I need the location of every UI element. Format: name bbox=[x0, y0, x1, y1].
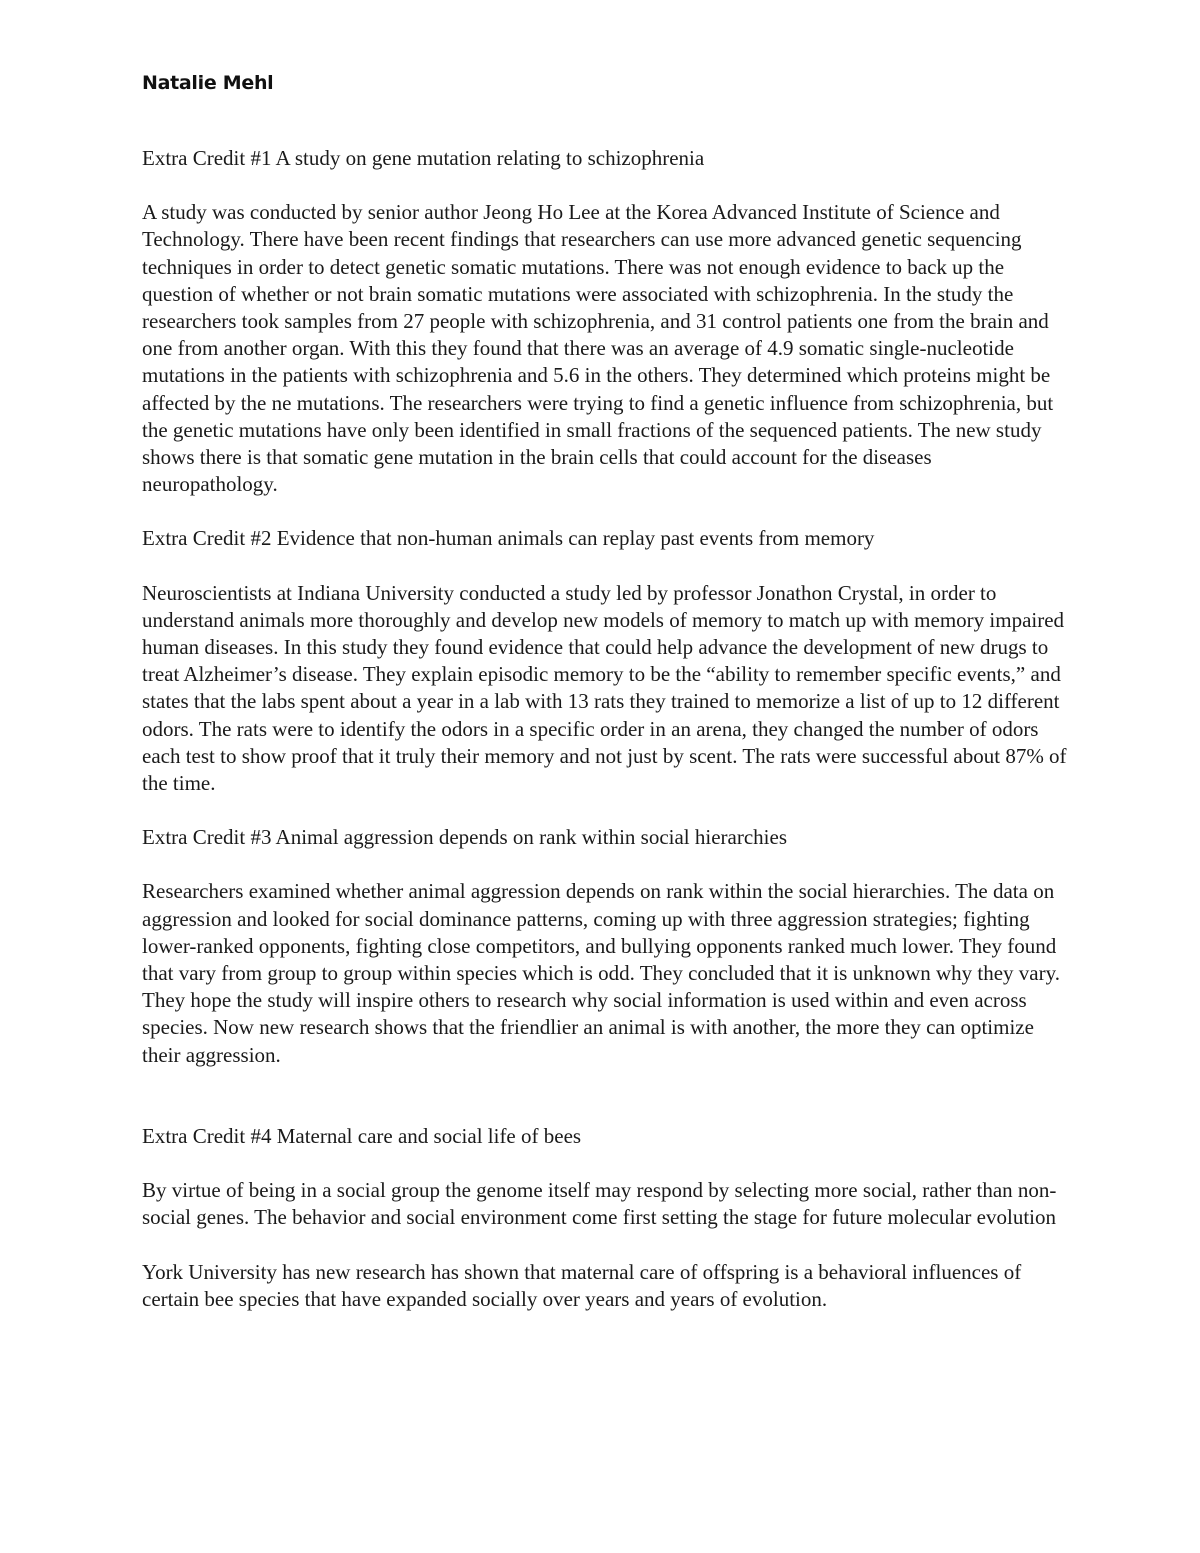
section-4-paragraph-1: By virtue of being in a social group the genome itself may respond by selecting more social, rather than non-social genes. The behavior and social environment come first setting the stage for future molecular evolution bbox=[142, 1178, 1057, 1230]
section-3-heading: Extra Credit #3 Animal aggression depends on rank within social hierarchies bbox=[142, 825, 788, 850]
author-name: Natalie Mehl bbox=[142, 72, 274, 94]
section-4-paragraph-2: York University has new research has shown that maternal care of offspring is a behavioral influences of certain bee species that have expanded socially over years and years of evolution. bbox=[142, 1259, 1022, 1311]
section-3-paragraph: Researchers examined whether animal aggression depends on rank within the social hierarchies. The data on aggression and looked for social dominance patterns, coming up with three aggression strategies; fighting lower-ranked opponents, fighting close competitors, and bullying opponents ranked much lower. They found that vary from group to group within species which is odd. They concluded that it is unknown why they vary. They hope the study will inspire others to research why social information is used within and even across species. Now new research shows that the friendlier an animal is with another, the more they can optimize their aggression. bbox=[142, 879, 1061, 1067]
section-2-paragraph: Neuroscientists at Indiana University conducted a study led by professor Jonathon Crystal, in order to understand animals more thoroughly and develop new models of memory to match up with memory impaired human diseases. In this study they found evidence that could help advance the development of new drugs to treat Alzheimer’s disease. They explain episodic memory to be the “ability to remember specific events,” and states that the labs spent about a year in a lab with 13 rats they trained to memorize a list of up to 12 different odors. The rats were to identify the odors in a specific order in an arena, they changed the number of odors each test to show proof that it truly their memory and not just by scent. The rats were successful about 87% of the time. bbox=[142, 580, 1067, 796]
document-body bbox=[142, 145, 1072, 1340]
section-1-heading: Extra Credit #1 A study on gene mutation relating to schizophrenia bbox=[142, 146, 705, 170]
section-1-paragraph: A study was conducted by senior author Jeong Ho Lee at the Korea Advanced Institute of Science and Technology. There have been recent findings that researchers can use more advanced genetic sequencing techniques in order to detect genetic somatic mutations. There was not enough evidence to back up the question of whether or not brain somatic mutations were associated with schizophrenia. In the study the researchers took samples from 27 people with schizophrenia, and 31 control patients one from the brain and one from another organ. With this they found that there was an average of 4.9 somatic single-nucleotide mutations in the patients with schizophrenia and 5.6 in the others. They determined which proteins might be affected by the ne mutations. The researchers were trying to find a genetic influence from schizophrenia, but the genetic mutations have only been identified in small fractions of the sequenced patients. The new study shows there is that somatic gene mutation in the brain cells that could account for the diseases neuropathology. bbox=[142, 200, 1054, 497]
section-2-heading: Extra Credit #2 Evidence that non-human animals can replay past events from memory bbox=[142, 526, 875, 551]
section-4-heading: Extra Credit #4 Maternal care and social life of bees bbox=[142, 1123, 582, 1148]
